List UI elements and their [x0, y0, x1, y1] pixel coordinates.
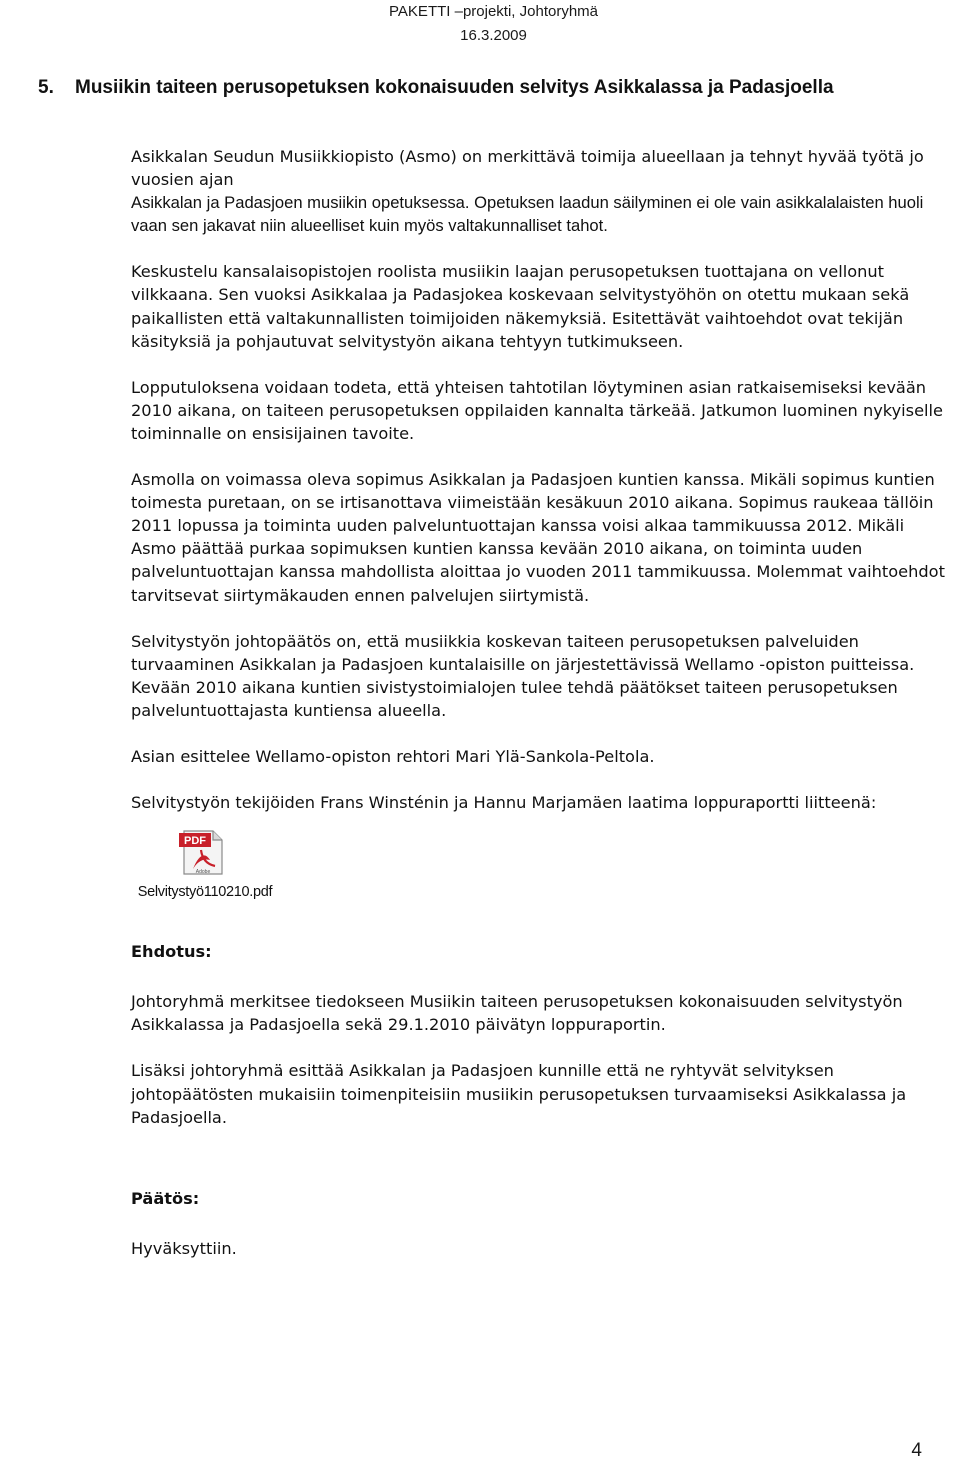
paragraph-intro-rest: Asikkalan ja Padasjoen musiikin opetuksessa. Opetuksen laadun säilyminen ei ole vain asikkalalaisten huoli vaan sen jakavat niin alueelliset kuin myös valtakunnalliset tahot. — [131, 193, 924, 236]
paragraph-outcome: Selvitystyön johtopäätös on, että musiikkia koskevan taiteen perusopetuksen palveluiden turvaaminen Asikkalan ja Padasjoen kuntalaisille on järjestettävissä Wellamo -opiston puitteissa. Kevään 2010 aikana kuntien sivistystoimialojen tulee tehdä päätökset taiteen perusopetuksen palveluntuottajasta kuntiensa alueella. — [131, 631, 915, 720]
page-header — [389, 0, 598, 48]
attachment-filename[interactable]: Selvitystyö110210.pdf — [137, 884, 273, 901]
section-title-text: Musiikin taiteen perusopetuksen kokonaisuuden selvitys Asikkalassa ja Padasjoella — [75, 77, 834, 98]
pdf-icon[interactable] — [177, 830, 227, 876]
section-title — [38, 76, 918, 99]
document-body — [131, 145, 953, 1283]
attachment-pdf[interactable] — [130, 830, 280, 902]
decision-heading: Päätös: — [131, 1188, 200, 1208]
paragraph-agreement: Asmolla on voimassa oleva sopimus Asikkalan ja Padasjoen kuntien kanssa. Mikäli sopimus kuntien toimesta puretaan, on se irtisanottava viimeistään kesäkuun 2010 aikana. Sopimus raukeaa tällöin 2011 lopussa ja toiminta uuden palveluntuottajan kanssa voisi alkaa tammikuussa 2012. Mikäli Asmo päättää purkaa sopimuksen kuntien kanssa kevään 2010 aikana, on toiminta uuden palveluntuottajan kanssa mahdollista aloittaa jo vuoden 2011 tammikuussa. Molemmat vaihtoehdot tarvitsevat siirtymäkauden ennen palvelujen siirtymistä. — [131, 470, 945, 605]
page-number: 4 — [911, 1440, 922, 1461]
paragraph-report: Selvitystyön tekijöiden Frans Winsténin ja Hannu Marjamäen laatima loppuraportti liitteenä: — [131, 793, 877, 813]
paragraph-intro-lead: Asikkalan Seudun Musiikkiopisto (Asmo) on merkittävä toimija alueellaan ja tehnyt hyvää työtä jo vuosien ajan — [131, 147, 924, 190]
pdf-icon-label: PDF — [184, 835, 206, 848]
header-project: PAKETTI –projekti, Johtoryhmä — [389, 3, 598, 20]
pdf-icon-brand: Adobe — [195, 869, 211, 876]
proposal-paragraph-2: Lisäksi johtoryhmä esittää Asikkalan ja Padasjoen kunnille että ne ryhtyvät selvityksen johtopäätösten mukaisiin toimenpiteisiin musiikin perusopetuksen turvaamiseksi Asikkalassa ja Padasjoella. — [131, 1061, 907, 1127]
header-date: 16.3.2009 — [460, 27, 527, 44]
decision-text: Hyväksyttiin. — [131, 1238, 237, 1258]
paragraph-presenter: Asian esittelee Wellamo-opiston rehtori Mari Ylä-Sankola-Peltola. — [131, 746, 655, 766]
proposal-heading: Ehdotus: — [131, 942, 212, 962]
section-number: 5. — [38, 77, 54, 98]
proposal-paragraph-1: Johtoryhmä merkitsee tiedokseen Musiikin taiteen perusopetuksen kokonaisuuden selvitystyön Asikkalassa ja Padasjoella sekä 29.1.2010 päivätyn loppuraportin. — [131, 992, 903, 1035]
paragraph-discussion: Keskustelu kansalaisopistojen roolista musiikin laajan perusopetuksen tuottajana on vellonut vilkkaana. Sen vuoksi Asikkalaa ja Padasjokea koskevaan selvitystyöhön on otettu mukaan sekä paikallisten että valtakunnallisten toimijoiden näkemyksiä. Esitettävät vaihtoehdot ovat tekijän käsityksiä ja pohjautuvat selvitystyön aikana tehtyyn tutkimukseen. — [131, 262, 910, 351]
paragraph-conclusion: Lopputuloksena voidaan todeta, että yhteisen tahtotilan löytyminen asian ratkaisemiseksi kevään 2010 aikana, on taiteen perusopetuksen oppilaiden kannalta tärkeää. Jatkumon luominen nykyiselle toiminnalle on ensisijainen tavoite. — [131, 377, 944, 443]
